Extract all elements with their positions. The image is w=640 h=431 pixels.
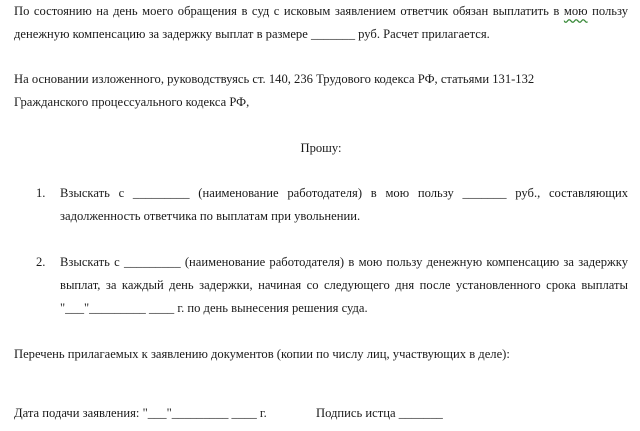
request-item-1-number: 1. xyxy=(36,186,46,200)
request-heading: Прошу: xyxy=(300,141,342,155)
request-item-2-number: 2. xyxy=(36,255,46,269)
spellcheck-marked-word: мою xyxy=(563,4,588,18)
request-item-2 xyxy=(36,251,628,320)
attachments-heading: Перечень прилагаемых к заявлению документов (копии по числу лиц, участвующих в деле): xyxy=(14,347,510,361)
request-item-1-text: Взыскать с _________ (наименование работодателя) в мою пользу _______ руб., составляющих задолженность ответчика по выплатам при увольнении. xyxy=(60,186,628,223)
legal-basis-paragraph xyxy=(14,68,628,114)
request-item-2-text: Взыскать с _________ (наименование работодателя) в мою пользу денежную компенсацию за задержку выплат, за каждый день задержки, начиная со следующего дня после установленного срока выплаты "___"_________ ____ г. по день вынесения решения суда. xyxy=(60,255,628,315)
filing-date-line: Дата подачи заявления: "___"_________ ____ г. xyxy=(14,406,267,420)
request-item-1 xyxy=(36,182,628,228)
compensation-paragraph xyxy=(14,0,628,46)
compensation-paragraph-line-2-text: пользу денежную компенсацию за задержку выплат в размере _______ руб. Расчет прилагается. xyxy=(14,4,628,41)
compensation-paragraph-line-1-text: По состоянию на день моего обращения в суд с исковым заявлением ответчик обязан выплатить в xyxy=(14,4,564,18)
legal-basis-line-2: Гражданского процессуального кодекса РФ, xyxy=(14,95,250,109)
plaintiff-signature-line: Подпись истца _______ xyxy=(316,406,443,420)
legal-basis-line-1: На основании изложенного, руководствуясь ст. 140, 236 Трудового кодекса РФ, статьями 131-132 xyxy=(14,72,535,86)
